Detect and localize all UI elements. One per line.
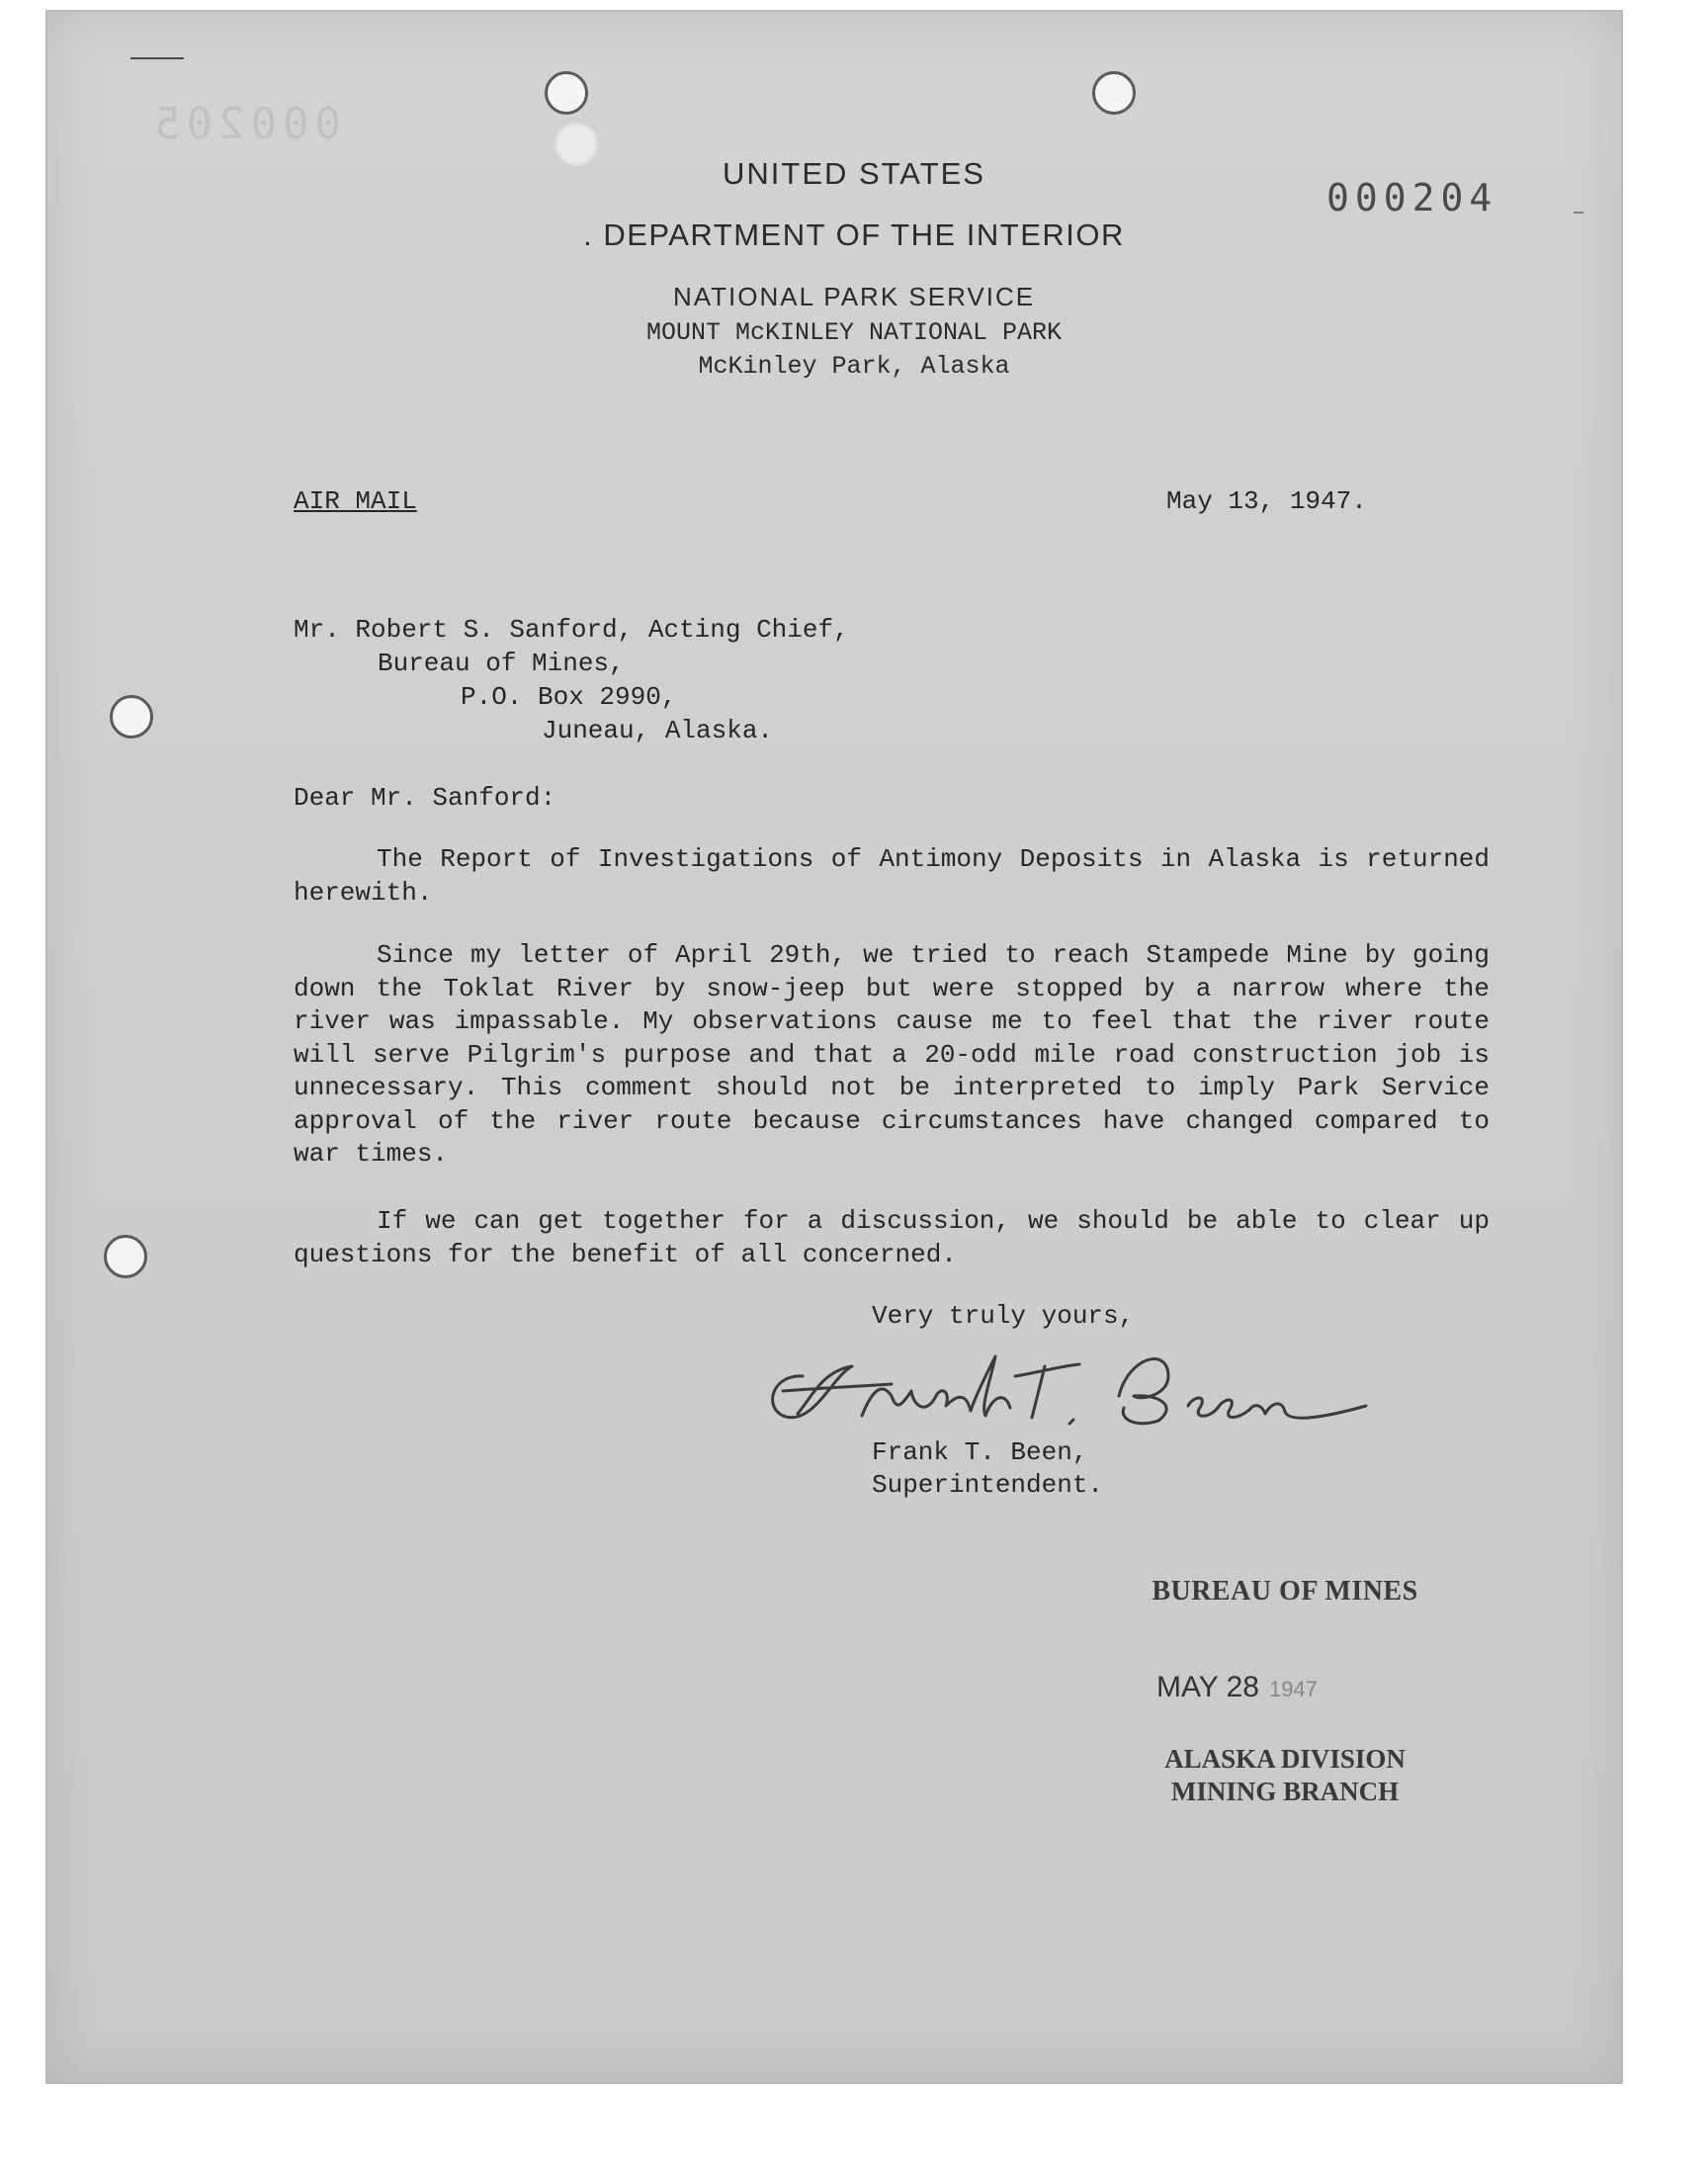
handwritten-signature [743,1337,1376,1445]
recipient-po-box: P.O. Box 2990, [461,682,677,712]
punch-hole-top-right [1092,71,1136,115]
received-stamp-year: 1947 [1268,1677,1318,1701]
closing: Very truly yours, [872,1301,1135,1331]
recipient-city: Juneau, Alaska. [542,716,774,745]
delivery-method: AIR MAIL [294,486,417,516]
recipient-organization: Bureau of Mines, [378,649,625,678]
received-stamp-division: ALASKA DIVISION [1164,1744,1406,1774]
punch-hole-left-lower [104,1235,147,1278]
letterhead-park: MOUNT McKINLEY NATIONAL PARK [645,318,1063,347]
letterhead-location: McKinley Park, Alaska [698,352,1010,381]
signer-title: Superintendent. [872,1470,1104,1500]
punch-hole-top-left [545,71,588,115]
body-paragraph: The Report of Investigations of Antimony Deposits in Alaska is returned herewith. [294,844,1490,908]
serial-number-bleedthrough: 000205 [148,99,341,149]
received-stamp-date [1156,1671,1318,1704]
letterhead-country: UNITED STATES [723,156,985,191]
received-stamp-day: MAY 28 [1156,1671,1259,1703]
punch-hole-left-upper [110,695,153,739]
salutation: Dear Mr. Sanford: [294,783,556,813]
scan-mark [1574,212,1583,214]
recipient-name: Mr. Robert S. Sanford, Acting Chief, [294,615,849,645]
body-paragraph: Since my letter of April 29th, we tried to reach Stampede Mine by going down the Toklat River by snow-jeep but were stopped by a narrow where the river was impassable. My observations cause me to feel that the river route will serve Pilgrim's purpose and that a 20-odd mile road construction job is unnecessary. This comment should not be interpreted to imply Park Service approval of the river route because circumstances have changed compared to war times. [294,940,1490,1169]
letterhead-agency: NATIONAL PARK SERVICE [672,282,1036,311]
letter-date: May 13, 1947. [1166,486,1367,516]
body-paragraph: If we can get together for a discussion, we should be able to clear up questions for the benefit of all concerned. [294,1206,1490,1269]
received-stamp-agency: BUREAU OF MINES [1152,1576,1418,1607]
serial-number: 000204 [1326,176,1498,219]
letterhead-department: . DEPARTMENT OF THE INTERIOR [583,218,1125,252]
received-stamp-branch: MINING BRANCH [1170,1777,1400,1806]
signer-name: Frank T. Been, [872,1437,1088,1467]
scan-mark [130,57,184,59]
